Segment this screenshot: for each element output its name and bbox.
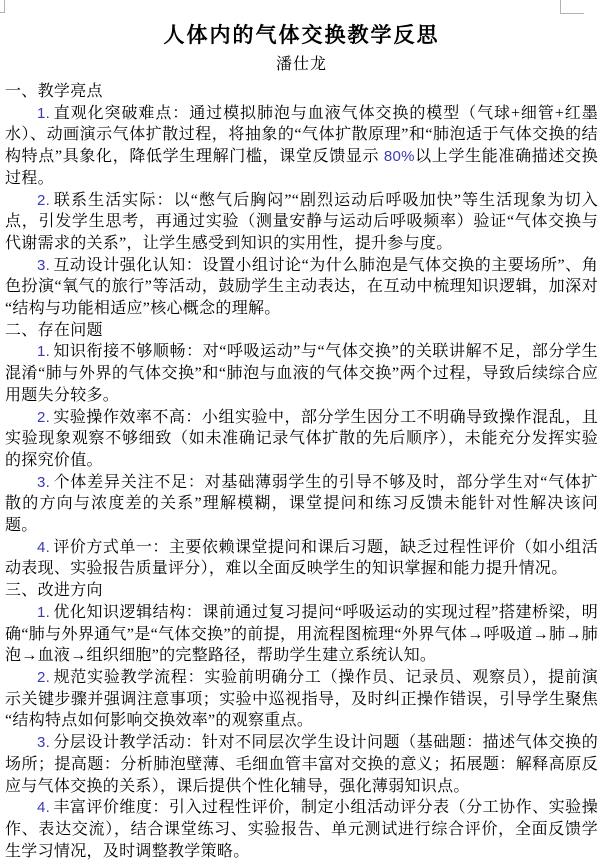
list-number: 2. (37, 191, 51, 209)
section-heading-highlights: 一、教学亮点 (5, 83, 103, 100)
paragraph-highlight-3 (5, 255, 598, 320)
paragraph-problem-3 (5, 472, 598, 537)
paragraph-problem-4 (5, 537, 598, 580)
paragraph-problem-2 (5, 407, 598, 472)
list-number: 4. (37, 799, 51, 817)
paragraph-highlight-2 (5, 190, 598, 255)
paragraph-improvement-4 (5, 797, 598, 862)
list-number: 1. (37, 343, 51, 361)
paragraph-text: 联系生活实际：以“憋气后胸闷”“剧烈运动后呼吸加快”等生活现象为切入点，引发学生思考，再通过实验（测量安静与运动后呼吸频率）验证“气体交换与代谢需求的关系”，让学生感受到知识的实用性，提升参与度。 (5, 191, 598, 252)
paragraph-text: 互动设计强化认知：设置小组讨论“为什么肺泡是气体交换的主要场所”、角色扮演“氧气的旅行”等活动，鼓励学生主动表达，在互动中梳理知识逻辑，加深对“结构与功能相适应”核心概念的理解。 (5, 256, 598, 318)
paragraph-improvement-2 (5, 667, 598, 732)
list-number: 2. (37, 408, 51, 426)
paragraph-text: 规范实验教学流程：实验前明确分工（操作员、记录员、观察员），提前演示关键步骤并强调注意事项；实验中巡视指导，及时纠正操作错误，引导学生聚焦“结构特点如何影响交换效率”的观察重点。 (5, 668, 598, 730)
list-number: 3. (37, 473, 51, 491)
paragraph-text: 分层设计教学活动：针对不同层次学生设计问题（基础题：描述气体交换的场所；提高题：分析肺泡壁薄、毛细血管丰富对交换的意义；拓展题：解释高原反应与气体交换的关系），课后提供个性化辅导，强化薄弱知识点。 (5, 734, 598, 795)
list-number: 2. (37, 668, 51, 686)
paragraph-text: 知识衔接不够顺畅：对“呼吸运动”与“气体交换”的关联讲解不足，部分学生混淆“肺与外界的气体交换”和“肺泡与血液的气体交换”两个过程，导致后续综合应用题失分较多。 (5, 343, 598, 404)
paragraph-highlight-1 (5, 103, 598, 190)
list-number: 1. (37, 104, 51, 122)
document-author: 潘仕龙 (275, 56, 327, 73)
paragraph-text: 个体差异关注不足：对基础薄弱学生的引导不够及时，部分学生对“气体扩散的方向与浓度差的关系”理解模糊，课堂提问和练习反馈未能针对性解决该问题。 (5, 473, 598, 535)
paragraph-text: 直观化突破难点：通过模拟肺泡与血液气体交换的模型（气球+细管+红墨水）、动画演示气体扩散过程，将抽象的“气体扩散原理”和“肺泡适于气体交换的结构特点”具象化，降低学生理解门槛，课堂反馈显示 (5, 104, 598, 166)
paragraph-text: 实验操作效率不高：小组实验中，部分学生因分工不明确导致操作混乱，且实验现象观察不够细致（如未准确记录气体扩散的先后顺序），未能充分发挥实验的探究价值。 (5, 408, 598, 469)
list-number: 3. (37, 256, 51, 274)
paragraph-problem-1 (5, 341, 598, 406)
percentage-value: 80% (383, 148, 415, 166)
paragraph-text: 以上学生能准确描述交换过程。 (5, 148, 598, 187)
paragraph-text: 丰富评价维度：引入过程性评价，制定小组活动评分表（分工协作、实验操作、表达交流），结合课堂练习、实验报告、单元测试进行综合评价，全面反馈学生学习情况，及时调整教学策略。 (5, 799, 598, 860)
list-number: 3. (37, 734, 51, 752)
paragraph-improvement-3 (5, 732, 598, 797)
section-heading-problems: 二、存在问题 (5, 321, 103, 339)
list-number: 4. (37, 538, 51, 556)
paragraph-text: 优化知识逻辑结构：课前通过复习提问“呼吸运动的实现过程”搭建桥梁，明确“肺与外界通气”是“气体交换”的前提，用流程图梳理“外界气体→呼吸道→肺→肺泡→血液→组织细胞”的完整路径，帮助学生建立系统认知。 (5, 603, 598, 665)
paragraph-improvement-1 (5, 602, 598, 667)
document-title: 人体内的气体交换教学反思 (163, 23, 440, 47)
section-heading-improvements: 三、改进方向 (5, 582, 103, 600)
list-number: 1. (37, 603, 51, 621)
paragraph-text: 评价方式单一：主要依赖课堂提问和课后习题，缺乏过程性评价（如小组活动表现、实验报告质量评分），难以全面反映学生的知识掌握和能力提升情况。 (5, 538, 598, 578)
